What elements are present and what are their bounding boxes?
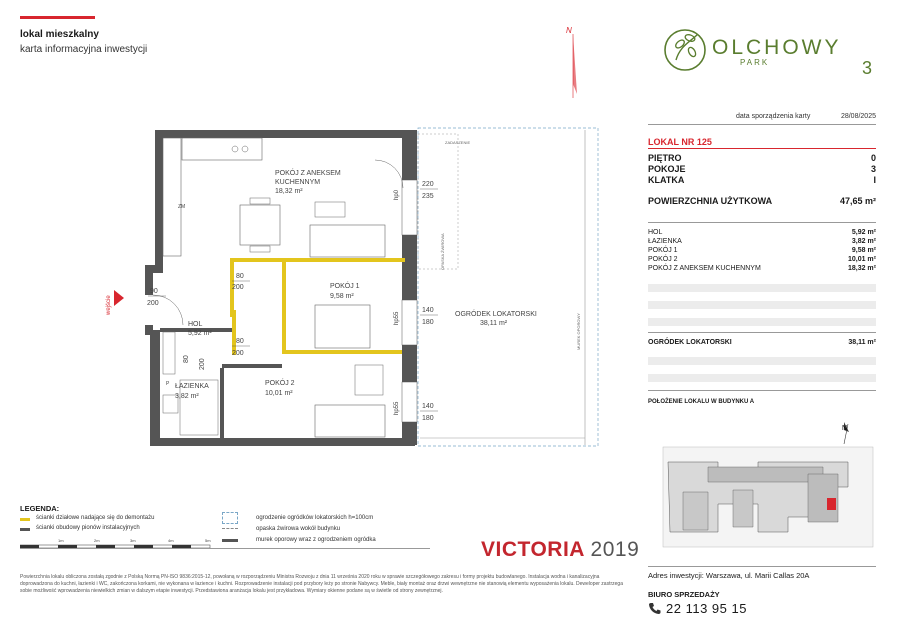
legend-item: ścianki obudowy pionów instalacyjnych <box>36 525 140 531</box>
page-title: lokal mieszkalny <box>20 29 99 40</box>
pietro-label: PIĘTRO <box>648 153 682 163</box>
svg-text:200: 200 <box>232 284 244 291</box>
brand-name: OLCHOWY <box>712 36 842 59</box>
svg-text:200: 200 <box>147 300 159 307</box>
svg-text:OPASKA ŻWIROWA: OPASKA ŻWIROWA <box>440 233 445 270</box>
klatka-value: I <box>873 175 876 185</box>
footnote: Powierzchnia lokalu obliczona zostałą zgodnie z Polską Normą PN-ISO 9836:2015-12, powołaną w rozporządzeniu Ministra Rozwoju z dnia 11 września 2020 roku w sprawie szczegółowego zakresu i formy projektu budowlanego. Instalacja wodna i kanalizacyjna doprowadzona do kuchni, łazienki i WC, zakończona korkami, nie wykonana w łazience i kuchni. Rozprowadzenie instalacji pod przybory leży po stronie Nabywcy. Meble, biały montaż oraz drzwi wewnętrzne nie stanowią elementu wyposażenia lokalu. Deweloper zastrzega sobie możliwość wprowadzenia niewielkich zmian w dalszym etapie inwestycji. Przedstawiona aranżacja lokalu jest przykładowa. Wymiary okienne podane są w świetle od strony zewnętrznej. <box>20 574 623 594</box>
room-label-kitchen: POKÓJ Z ANEKSEM <box>275 170 341 177</box>
biuro-label: BIURO SPRZEDAŻY <box>648 590 720 599</box>
svg-text:3m: 3m <box>130 538 136 543</box>
pokoje-row <box>648 164 876 175</box>
header-accent-bar <box>20 16 95 19</box>
svg-text:4m: 4m <box>168 538 174 543</box>
svg-text:N: N <box>842 425 848 432</box>
room-label-kitchen-2: KUCHENNYM <box>275 179 321 186</box>
svg-text:220: 220 <box>422 181 434 188</box>
room-area-lazienka: 3,82 m² <box>175 393 199 400</box>
area-row <box>648 196 876 207</box>
svg-text:90: 90 <box>150 288 158 295</box>
unit-location-marker <box>827 498 836 510</box>
rooms-list <box>648 229 876 274</box>
brand-number: 3 <box>862 58 873 78</box>
north-label: N <box>566 26 572 35</box>
victoria-award <box>481 538 639 562</box>
garden-label: OGRÓDEK LOKATORSKI <box>648 339 732 346</box>
room-label-lazienka: ŁAZIENKA <box>175 383 209 390</box>
svg-text:hp0: hp0 <box>394 189 400 200</box>
p-label: P <box>166 381 170 387</box>
room-area-kitchen: 18,32 m² <box>275 188 303 195</box>
room-label-p1: POKÓJ 1 <box>330 283 360 290</box>
room-area-p1: 9,58 m² <box>330 293 354 300</box>
date-row <box>736 113 876 120</box>
olchowy-logo-icon <box>664 24 708 76</box>
svg-text:1m: 1m <box>58 538 64 543</box>
room-row: ŁAZIENKA 3,82 m² <box>648 238 876 245</box>
divider <box>648 124 876 125</box>
page-subtitle: karta informacyjna inwestycji <box>20 44 148 55</box>
divider <box>648 332 876 333</box>
room-label-hol: HOL <box>188 321 203 328</box>
area-label: POWIERZCHNIA UŻYTKOWA <box>648 196 773 206</box>
svg-text:80: 80 <box>236 338 244 345</box>
svg-text:80: 80 <box>183 355 190 363</box>
svg-text:5m: 5m <box>205 538 211 543</box>
svg-text:ZADASZENIE: ZADASZENIE <box>445 140 471 145</box>
legend-swatch-gravel <box>222 528 238 530</box>
room-row: POKÓJ Z ANEKSEM KUCHENNYM 18,32 m² <box>648 265 876 272</box>
pietro-value: 0 <box>870 153 876 163</box>
zm-label: ZM <box>178 204 186 210</box>
garden-area: 38,11 m² <box>480 320 508 327</box>
legend-item: ścianki działowe nadające się do demontażu <box>36 515 155 521</box>
divider <box>648 566 876 567</box>
klatka-row <box>648 175 876 186</box>
pokoje-label: POKOJE <box>648 164 686 174</box>
empty-row <box>648 301 876 309</box>
legend-title: LEGENDA: <box>20 504 60 513</box>
divider-red <box>648 148 876 149</box>
svg-text:140: 140 <box>422 307 434 314</box>
entry-arrow-icon <box>114 290 124 306</box>
divider <box>648 222 876 223</box>
legend-item: opaska żwirowa wokół budynku <box>256 526 341 532</box>
empty-row <box>648 374 876 382</box>
divider <box>648 390 876 391</box>
empty-row <box>648 318 876 326</box>
north-arrow-icon <box>558 24 588 100</box>
area-value: 47,65 m² <box>839 196 876 206</box>
garden-fence <box>418 128 598 446</box>
legend-swatch-yellow <box>20 518 30 521</box>
phone-icon <box>648 602 661 615</box>
garden-label: OGRÓDEK LOKATORSKI <box>455 311 537 318</box>
legend-item: ogrodzenie ogródków lokatorskich h=100cm <box>256 515 374 521</box>
legend-swatch-wall <box>222 539 238 542</box>
address: Adres inwestycji: Warszawa, ul. Marii Callas 20A <box>648 571 810 580</box>
klatka-label: KLATKA <box>648 175 685 185</box>
pietro-row <box>648 153 876 164</box>
room-label-p2: POKÓJ 2 <box>265 380 295 387</box>
room-area-hol: 5,92 m² <box>188 330 212 337</box>
scale-bar <box>20 538 220 554</box>
garden-value: 38,11 m² <box>848 339 876 346</box>
empty-row <box>648 284 876 292</box>
svg-text:180: 180 <box>422 319 434 326</box>
date-value: 28/08/2025 <box>840 113 876 120</box>
victoria-word: VICTORIA <box>481 538 585 561</box>
svg-text:hp55: hp55 <box>394 311 400 325</box>
svg-text:MUREK OPOROWY: MUREK OPOROWY <box>576 313 581 350</box>
svg-text:hp55: hp55 <box>394 401 400 415</box>
location-title: POŁOŻENIE LOKALU W BUDYNKU A <box>648 399 755 405</box>
legend-item: murek oporowy wraz z ogrodzeniem ogródka <box>256 537 376 543</box>
svg-text:2m: 2m <box>94 538 100 543</box>
site-map <box>648 412 876 562</box>
pokoje-value: 3 <box>870 164 876 174</box>
phone-number[interactable]: 22 113 95 15 <box>666 601 747 616</box>
victoria-year: 2019 <box>590 538 640 561</box>
floor-plan <box>100 120 620 460</box>
entry-label: wejście <box>106 295 112 315</box>
room-row: HOL 5,92 m² <box>648 229 876 236</box>
canopy-outline <box>418 134 458 269</box>
svg-text:235: 235 <box>422 193 434 200</box>
svg-text:140: 140 <box>422 403 434 410</box>
legend-swatch-dark <box>20 528 30 531</box>
svg-text:180: 180 <box>422 415 434 422</box>
svg-text:200: 200 <box>199 358 206 370</box>
room-row: POKÓJ 2 10,01 m² <box>648 256 876 263</box>
empty-row <box>648 357 876 365</box>
date-label: data sporządzenia karty <box>736 113 811 120</box>
room-area-p2: 10,01 m² <box>265 390 293 397</box>
svg-text:200: 200 <box>232 350 244 357</box>
legend-swatch-fence <box>222 512 238 524</box>
garden-row <box>648 339 876 348</box>
svg-text:80: 80 <box>236 273 244 280</box>
brand-sub: PARK <box>740 58 770 67</box>
room-row: POKÓJ 1 9,58 m² <box>648 247 876 254</box>
legend-divider <box>20 548 430 549</box>
lokal-number: LOKAL NR 125 <box>648 137 712 147</box>
